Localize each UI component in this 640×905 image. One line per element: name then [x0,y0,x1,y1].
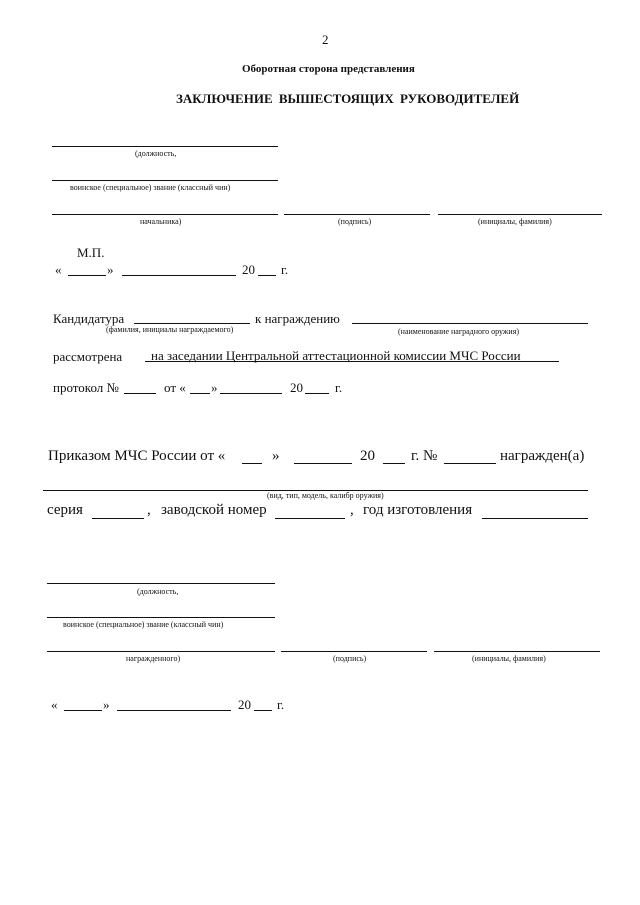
date-year-prefix-2: 20 [238,697,251,712]
date-year-line-2[interactable] [254,710,272,711]
position-caption: (должность, [135,149,177,158]
reviewed-line[interactable] [145,361,559,362]
order-year: 20 [360,448,375,464]
date-quote-open: « [55,262,62,277]
rank-caption-2: воинское (специальное) звание (классный чин) [63,620,224,629]
protocol-label: протокол № [53,380,119,395]
person-caption: начальника) [140,217,182,226]
protocol-year-line[interactable] [305,393,329,394]
protocol-day-line[interactable] [190,393,210,394]
protocol-year: 20 [290,380,303,395]
date-month-line-2[interactable] [117,710,231,711]
document-title: ЗАКЛЮЧЕНИЕ ВЫШЕСТОЯЩИХ РУКОВОДИТЕЛЕЙ [176,91,520,106]
initials-caption-2: (инициалы, фамилия) [472,654,546,663]
date-day-line-2[interactable] [64,710,102,711]
serial-comma: , [350,502,354,518]
initials-line[interactable] [438,214,602,215]
signature-line[interactable] [284,214,430,215]
rank-line[interactable] [52,180,278,181]
initials-line-2[interactable] [434,651,600,652]
rank-caption: воинское (специальное) звание (классный чин) [70,183,231,192]
series-line[interactable] [92,518,144,519]
date-year-suffix: г. [281,262,289,277]
order-year-suffix: г. № [411,448,438,464]
protocol-month-line[interactable] [220,393,282,394]
date-quote-close-2: » [103,697,110,712]
year-made-line[interactable] [482,518,588,519]
candidate-caption: (фамилия, инициалы награждаемого) [106,325,234,334]
protocol-number-line[interactable] [124,393,156,394]
page-number: 2 [322,32,329,47]
date-quote-close: » [107,262,114,277]
date-day-line[interactable] [68,275,106,276]
weapon-caption: (вид, тип, модель, калибр оружия) [267,491,384,500]
year-made-label: год изготовления [363,502,473,518]
date-year-line[interactable] [258,275,276,276]
person-line[interactable] [52,214,278,215]
series-comma: , [147,502,151,518]
protocol-close: » [211,380,218,395]
protocol-from: от « [164,380,186,395]
order-day-line[interactable] [242,463,262,464]
person-caption-2: награжденного) [126,654,181,663]
stamp-label: М.П. [77,245,105,260]
rank-line-2[interactable] [47,617,275,618]
order-number-line[interactable] [444,463,496,464]
order-year-line[interactable] [383,463,405,464]
candidate-line[interactable] [134,323,250,324]
reviewed-value: на заседании Центральной аттестационной комиссии МЧС России [151,348,521,363]
position-line-2[interactable] [47,583,275,584]
position-caption-2: (должность, [137,587,179,596]
date-quote-open-2: « [51,697,58,712]
series-label: серия [47,502,83,518]
order-month-line[interactable] [294,463,352,464]
signature-line-2[interactable] [281,651,427,652]
person-line-2[interactable] [47,651,275,652]
reviewed-label: рассмотрена [53,349,123,364]
protocol-year-suffix: г. [335,380,343,395]
signature-caption: (подпись) [338,217,372,226]
date-year-prefix: 20 [242,262,255,277]
candidacy-label: Кандидатура [53,311,125,326]
document-subtitle: Оборотная сторона представления [242,63,415,75]
order-close-quote: » [272,448,280,464]
serial-number-label: заводской номер [161,502,267,518]
date-month-line[interactable] [122,275,236,276]
award-weapon-line[interactable] [352,323,588,324]
serial-number-line[interactable] [275,518,345,519]
order-prefix: Приказом МЧС России от « [48,448,226,464]
position-line[interactable] [52,146,278,147]
weapon-name-caption: (наименование наградного оружия) [398,327,520,336]
award-label: к награждению [255,311,340,326]
initials-caption: (инициалы, фамилия) [478,217,552,226]
awarded-label: награжден(а) [500,448,585,464]
date-year-suffix-2: г. [277,697,285,712]
signature-caption-2: (подпись) [333,654,367,663]
